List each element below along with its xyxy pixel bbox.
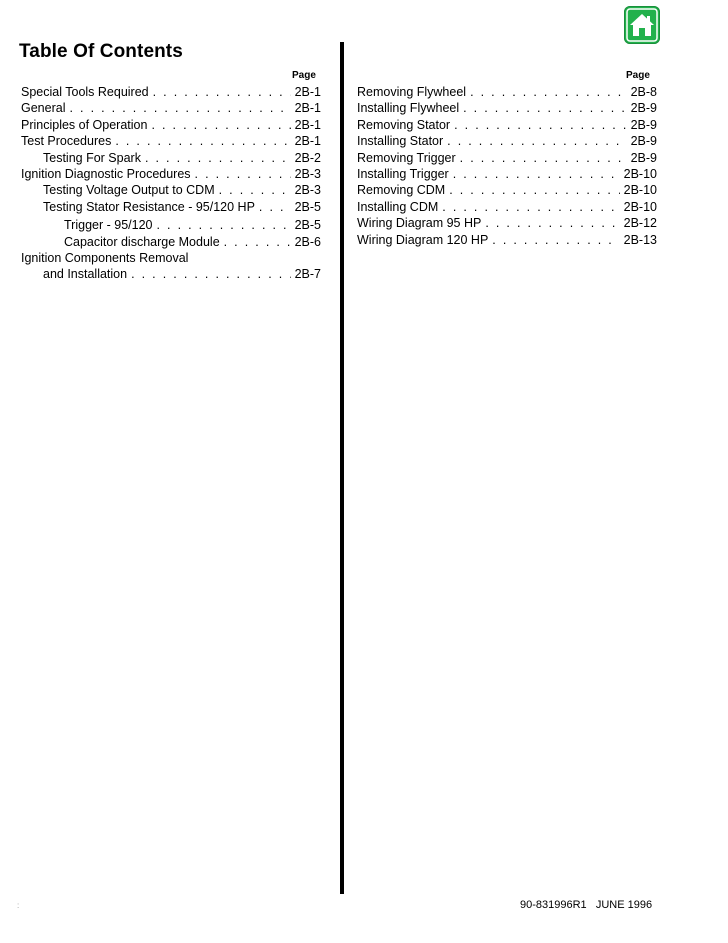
toc-entry-page: 2B-1: [294, 101, 321, 116]
toc-entry-voltage-output[interactable]: [21, 182, 321, 198]
toc-entry-label: Testing Stator Resistance - 95/120 HP: [43, 199, 255, 214]
toc-entry-general[interactable]: [21, 100, 321, 116]
toc-entry-label: Capacitor discharge Module: [64, 234, 220, 249]
toc-entry-label: Ignition Components Removal: [21, 251, 189, 266]
toc-entry-label: Wiring Diagram 120 HP: [357, 232, 489, 247]
leader-dots: [453, 166, 620, 182]
toc-entry-label: Removing Flywheel: [357, 85, 467, 99]
toc-entry-installing-flywheel[interactable]: [357, 100, 657, 116]
toc-entry-removing-flywheel[interactable]: [357, 84, 657, 100]
toc-entry-page: 2B-10: [623, 183, 657, 198]
toc-entry-removing-cdm[interactable]: [357, 182, 657, 198]
toc-entry-wiring-95[interactable]: [357, 215, 657, 231]
toc-entry-label: Testing For Spark: [43, 150, 141, 165]
toc-entry-label: Removing Trigger: [357, 150, 456, 165]
leader-dots: [153, 84, 291, 100]
toc-entry-label: and Installation: [43, 267, 128, 282]
leader-dots: [195, 166, 291, 182]
home-icon: [624, 6, 660, 44]
leader-dots: [145, 150, 291, 166]
leader-dots: [454, 117, 626, 133]
toc-entry-label: Principles of Operation: [21, 117, 148, 132]
toc-entry-page: 2B-13: [623, 232, 657, 247]
toc-entry-special-tools[interactable]: [21, 84, 321, 100]
toc-entry-label: Testing Voltage Output to CDM: [43, 183, 215, 198]
leader-dots: [463, 100, 626, 116]
toc-list-right: [357, 84, 657, 248]
leader-dots: [449, 182, 619, 198]
leader-dots: [156, 217, 290, 233]
leader-dots: [485, 215, 619, 231]
leader-dots: [69, 100, 290, 116]
leader-dots: [259, 199, 291, 215]
toc-entry-testing-spark[interactable]: [21, 150, 321, 166]
toc-entry-label: Test Procedures: [21, 134, 112, 149]
toc-entry-page: 2B-3: [294, 183, 321, 198]
toc-entry-wiring-120[interactable]: [357, 232, 657, 248]
toc-entry-page: 2B-7: [294, 267, 321, 282]
toc-entry-removal-installation[interactable]: [21, 266, 321, 282]
leader-dots: [492, 232, 619, 248]
toc-entry-page: 2B-5: [294, 218, 321, 233]
toc-entry-page: 2B-10: [623, 199, 657, 214]
toc-entry-label: Installing Stator: [357, 134, 444, 149]
toc-entry-label: Installing CDM: [357, 199, 439, 214]
toc-entry-label: Removing Stator: [357, 117, 451, 132]
toc-entry-page: 2B-9: [630, 150, 657, 165]
toc-entry-label: General: [21, 101, 66, 116]
toc-entry-label: Ignition Diagnostic Procedures: [21, 167, 191, 182]
toc-entry-removing-trigger[interactable]: [357, 150, 657, 166]
leader-dots: [442, 199, 619, 215]
toc-entry-page: 2B-1: [294, 117, 321, 132]
leader-dots: [115, 133, 290, 149]
toc-entry-label: Wiring Diagram 95 HP: [357, 216, 482, 231]
toc-entry-installing-trigger[interactable]: [357, 166, 657, 182]
toc-entry-label: Trigger - 95/120: [64, 218, 153, 233]
toc-entry-label: Installing Flywheel: [357, 101, 460, 116]
toc-entry-trigger[interactable]: [21, 215, 321, 233]
page-column-heading-right: Page: [626, 70, 650, 81]
toc-entry-page: 2B-1: [294, 134, 321, 149]
toc-entry-page: 2B-9: [630, 101, 657, 116]
toc-entry-page: 2B-12: [623, 216, 657, 231]
toc-entry-label: Installing Trigger: [357, 167, 449, 182]
toc-entry-capacitor-module[interactable]: [21, 234, 321, 250]
leader-dots: [460, 150, 627, 166]
toc-entry-page: 2B-1: [294, 85, 321, 99]
leader-dots: [219, 182, 291, 198]
toc-entry-page: 2B-6: [294, 234, 321, 249]
doc-number: 90-831996R1: [520, 899, 587, 911]
footer: [520, 898, 652, 912]
column-divider: [340, 42, 344, 894]
leader-dots: [470, 84, 627, 100]
corner-mark: :: [17, 901, 20, 910]
home-button[interactable]: [624, 6, 660, 44]
toc-entry-principles[interactable]: [21, 117, 321, 133]
page-column-heading-left: Page: [292, 70, 316, 81]
toc-entry-ignition-diagnostic[interactable]: [21, 166, 321, 182]
leader-dots: [224, 234, 291, 250]
toc-entry-test-procedures[interactable]: [21, 133, 321, 149]
toc-entry-page: 2B-5: [294, 199, 321, 214]
toc-entry-label: Removing CDM: [357, 183, 446, 198]
toc-entry-removing-stator[interactable]: [357, 117, 657, 133]
toc-entry-page: 2B-9: [630, 134, 657, 149]
toc-entry-page: 2B-10: [623, 167, 657, 182]
toc-list-left: [21, 84, 321, 283]
toc-entry-installing-stator[interactable]: [357, 133, 657, 149]
toc-entry-stator-resistance[interactable]: [21, 199, 321, 215]
toc-entry-label: Special Tools Required: [21, 85, 149, 99]
doc-date: JUNE 1996: [595, 899, 653, 911]
page-title: Table Of Contents: [19, 41, 183, 62]
toc-entry-page: 2B-8: [630, 85, 657, 99]
leader-dots: [151, 117, 290, 133]
toc-entry-installing-cdm[interactable]: [357, 199, 657, 215]
leader-dots: [131, 266, 291, 282]
toc-entry-page: 2B-2: [294, 150, 321, 165]
toc-entry-components-heading[interactable]: [21, 250, 321, 266]
toc-entry-page: 2B-9: [630, 117, 657, 132]
toc-entry-page: 2B-3: [294, 167, 321, 182]
leader-dots: [447, 133, 626, 149]
